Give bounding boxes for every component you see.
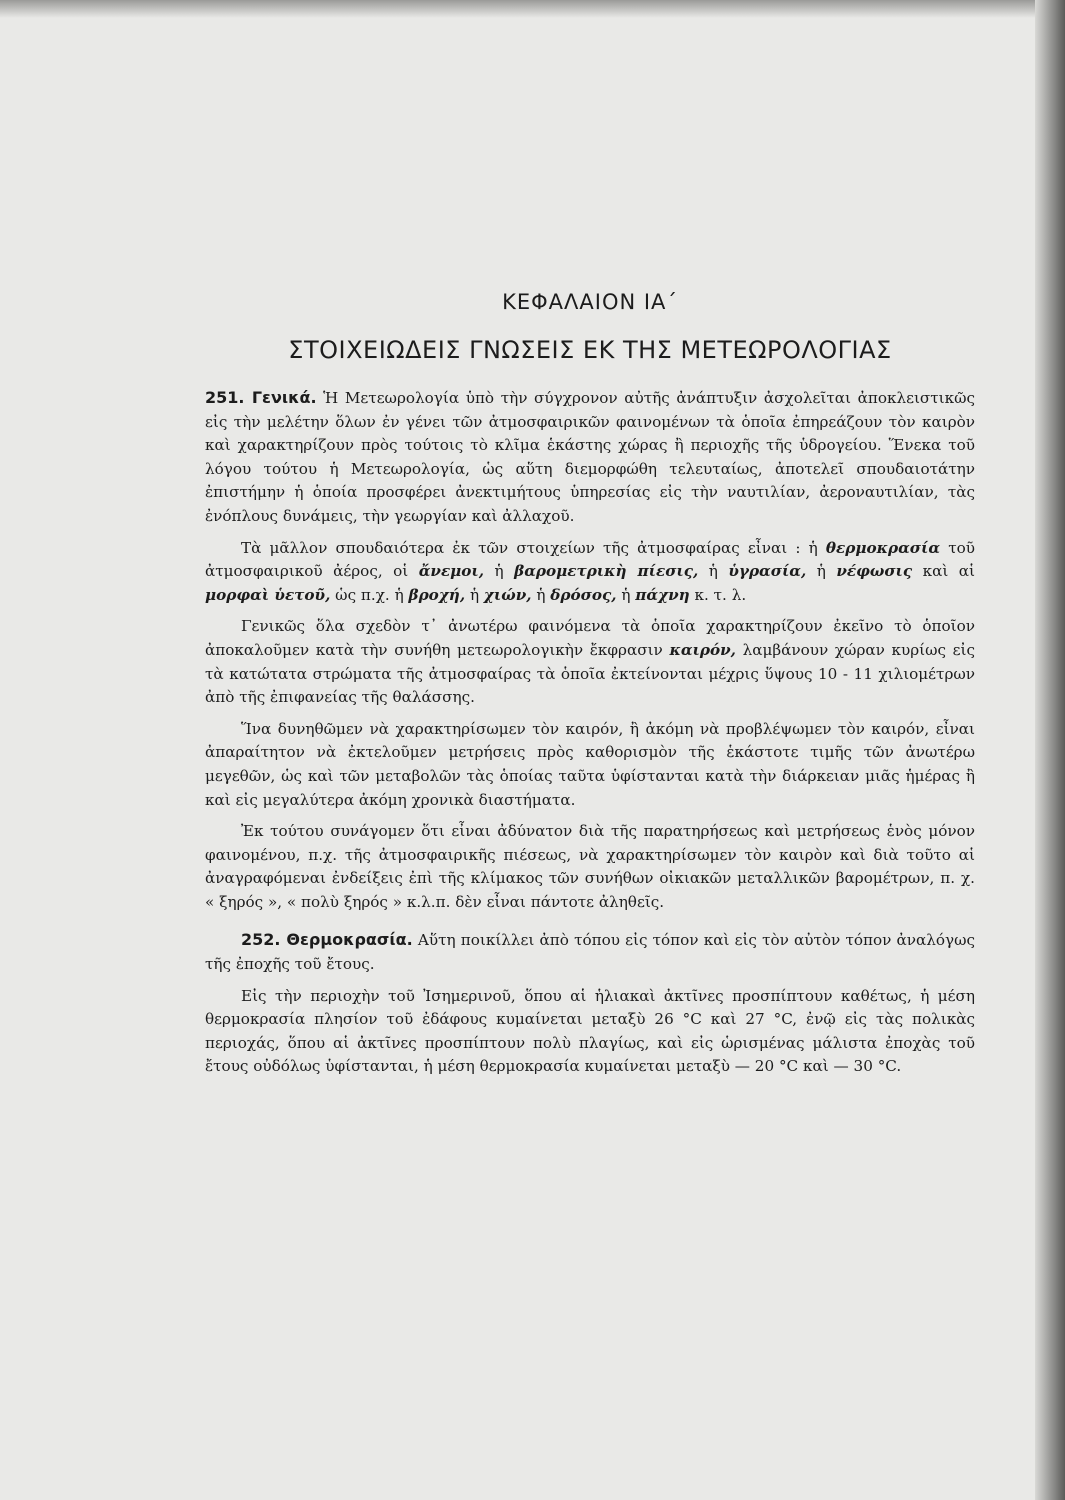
section-252-text-1: Αὕτη ποικίλλει ἀπὸ τόπου εἰς τόπον καὶ εἰς τὸν αὐτὸν τόπον ἀναλόγως τῆς ἐποχῆς τοῦ ἔτους. — [205, 931, 976, 974]
section-251-text-1: Ἡ Μετεωρολογία ὑπὸ τὴν σύγχρονον αὐτῆς ἀνάπτυξιν ἀσχολεῖται ἀποκλειστικῶς εἰς τὴν μελέτην ὅλων ἐν γένει τῶν ἀτμοσφαιρικῶν φαινομένων τὰ ὁποῖα ἐπηρεάζουν τὸν καιρὸν καὶ χαρακτηρίζουν πρὸς τούτοις τὸ κλῖμα ἑκάστης χώρας ἢ περιοχῆς τῆς ὑδρογείου. Ἕνεκα τοῦ λόγου τούτου ἡ Μετεωρολογία, ὡς αὕτη διεμορφώθη τελευταίως, ἀποτελεῖ σπουδαιοτάτην ἐπιστήμην ἡ ὁποία προσφέρει ἀνεκτιμήτους ὑπηρεσίας εἰς τὴν ναυτιλίαν, ἀεροναυτιλίαν, τὰς ἐνόπλους δυνάμεις, τὴν γεωργίαν καὶ ἀλλαχοῦ. — [205, 389, 976, 525]
term-barometriki-piesis: βαρομετρικὴ πίεσις, — [514, 562, 699, 581]
term-pachni: πάχνη — [635, 585, 690, 604]
section-252-paragraph-2: Εἰς τὴν περιοχὴν τοῦ Ἰσημερινοῦ, ὅπου αἱ ἡλιακαὶ ἀκτῖνες προσπίπτουν καθέτως, ἡ μέση θερμοκρασία πλησίον τοῦ ἐδάφους κυμαίνεται μεταξὺ 26 °C καὶ 27 °C, ἐνῷ εἰς τὰς πολικὰς περιοχάς, ὅπου αἱ ἀκτῖνες προσπίπτουν πολὺ πλαγίως, καὶ εἰς ὡρισμένας μάλιστα ἐποχὰς τοῦ ἔτους οὐδόλως ὑφίστανται, ἡ μέση θερμοκρασία κυμαίνεται μεταξὺ — 20 °C καὶ — 30 °C. — [205, 986, 975, 1076]
section-251-paragraph-2 — [205, 537, 975, 608]
term-thermokrasia: θερμοκρασία — [825, 538, 941, 557]
term-ygrasia: ὑγρασία, — [728, 562, 807, 581]
term-chion: χιών, — [483, 585, 532, 604]
term-vrochi: βροχή, — [408, 585, 466, 604]
text-run: κ. τ. λ. — [689, 585, 747, 604]
term-drosos: δρόσος, — [550, 585, 617, 604]
section-251-paragraph-3 — [205, 615, 975, 709]
section-251-heading: 251. Γενικά. — [205, 388, 317, 407]
text-run: καὶ αἱ — [912, 562, 976, 581]
page-content — [205, 290, 975, 1087]
text-run: Τὰ μᾶλλον σπουδαιότερα ἐκ τῶν στοιχείων τῆς ἀτμοσφαίρας εἶναι : ἡ — [241, 538, 826, 557]
text-run: ἡ — [484, 562, 515, 581]
text-run: ἡ — [531, 585, 551, 604]
text-run: Γενικῶς ὅλα σχεδὸν τ᾽ ἀνωτέρω φαινόμενα τὰ ὁποῖα χαρακτηρίζουν ἐκεῖνο τὸ ὁποῖον ἀποκαλοῦμεν κατὰ τὴν συνήθη μετεωρολογικὴν ἔκφρασιν — [205, 617, 975, 659]
text-run: λαμβάνουν χώραν κυρίως εἰς τὰ κατώτατα στρώματα τῆς ἀτμοσφαίρας τὰ ὁποῖα ἐκτείνονται μέχρις ὕψους 10 - 11 χιλιομέτρων ἀπὸ τῆς ἐπιφανείας τῆς θαλάσσης. — [205, 640, 975, 707]
term-anemoi: ἄνεμοι, — [418, 562, 485, 581]
section-251-paragraph-4: Ἵνα δυνηθῶμεν νὰ χαρακτηρίσωμεν τὸν καιρόν, ἢ ἀκόμη νὰ προβλέψωμεν τὸν καιρόν, εἶναι ἀπαραίτητον νὰ ἐκτελοῦμεν μετρήσεις πρὸς καθορισμὸν τῆς ἑκάστοτε τιμῆς τῶν ἀνωτέρω μεγεθῶν, ὡς καὶ τῶν μεταβολῶν τὰς ὁποίας ταῦτα ὑφίστανται κατὰ τὴν διάρκειαν μιᾶς ἡμέρας ἢ καὶ εἰς μεγαλύτερα ἀκόμη χρονικὰ διαστήματα. — [205, 719, 975, 809]
text-run: ὡς π.χ. ἡ — [330, 585, 409, 604]
section-252-heading: 252. Θερμοκρασία. — [241, 930, 413, 950]
section-251-paragraph-5: Ἐκ τούτου συνάγομεν ὅτι εἶναι ἀδύνατον διὰ τῆς παρατηρήσεως καὶ μετρήσεως ἑνὸς μόνον φαινομένου, π.χ. τῆς ἀτμοσφαιρικῆς πιέσεως, νὰ χαρακτηρίσωμεν τὸν καιρὸν καὶ διὰ τοῦτο αἱ ἀναγραφόμεναι ἐνδείξεις ἐπὶ τῆς κλίμακος τῶν συνήθων οἰκιακῶν μεταλλικῶν βαρομέτρων, π. χ. « ξηρός », « πολὺ ξηρός » κ.λ.π. δὲν εἶναι πάντοτε ἀληθεῖς. — [205, 822, 975, 911]
term-nefosis: νέφωσις — [836, 562, 913, 581]
term-morfai-yetou: μορφαὶ ὑετοῦ, — [205, 585, 331, 604]
text-run: ἡ — [465, 585, 484, 604]
chapter-title: ΣΤΟΙΧΕΙΩΔΕΙΣ ΓΝΩΣΕΙΣ ΕΚ ΤΗΣ ΜΕΤΕΩΡΟΛΟΓΙΑΣ — [288, 336, 892, 364]
text-run: ἡ — [616, 585, 636, 604]
section-251-paragraph-1 — [205, 386, 975, 529]
term-kairon: καιρόν, — [669, 640, 736, 659]
text-run: τοῦ ἀτμοσφαιρικοῦ ἀέρος, οἱ — [205, 538, 975, 581]
text-run: ἡ — [698, 562, 729, 581]
page-binding-edge — [1035, 0, 1065, 1500]
section-252-paragraph-1 — [205, 928, 975, 976]
scan-top-shadow — [0, 0, 1065, 18]
chapter-label: ΚΕΦΑΛΑΙΟΝ ΙΑ΄ — [502, 290, 678, 314]
text-run: ἡ — [806, 562, 837, 581]
